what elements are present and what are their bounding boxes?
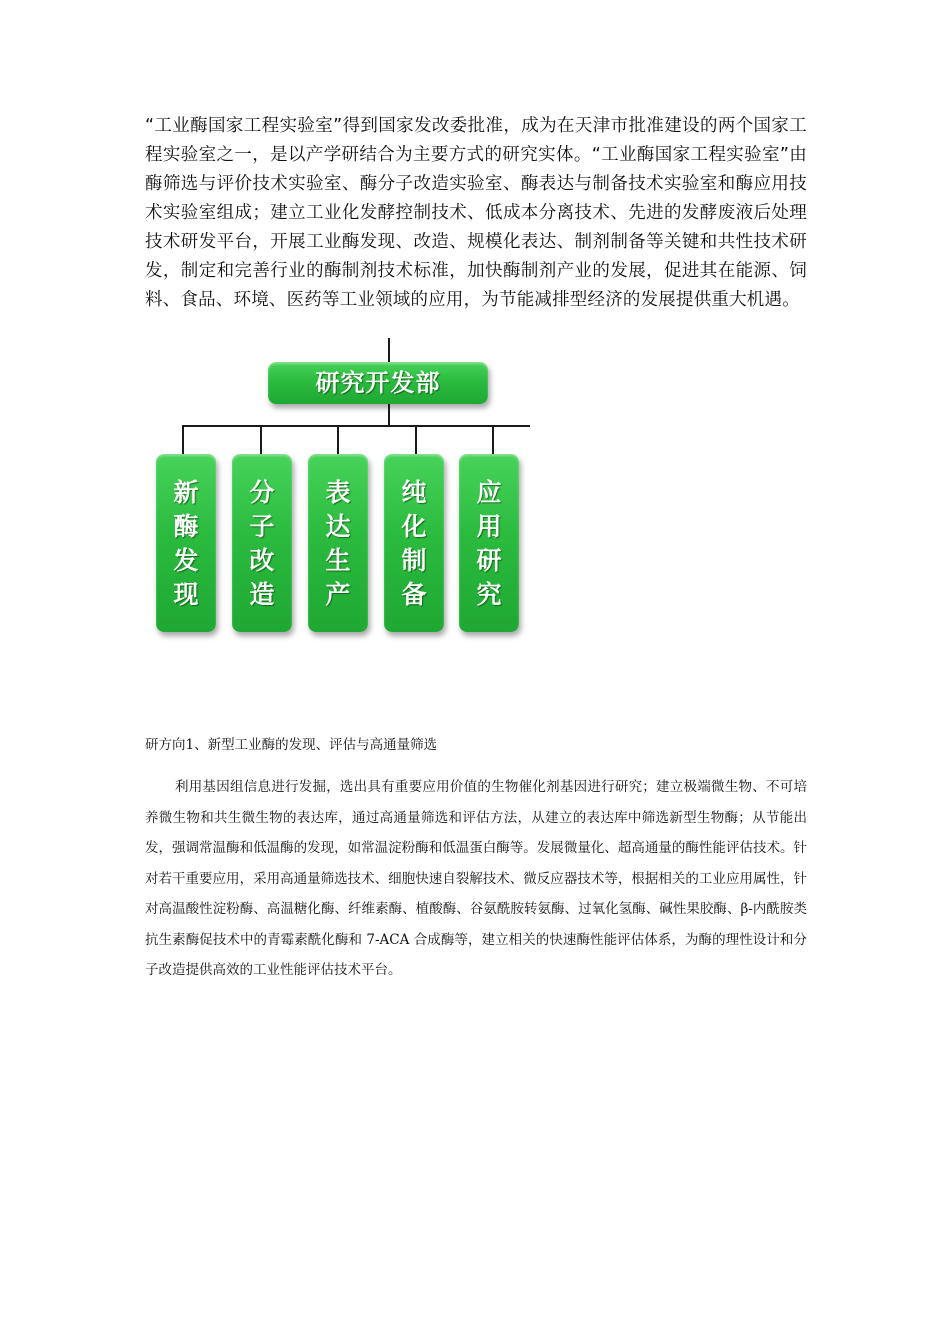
branch-char: 备 (401, 580, 427, 609)
branch-char: 究 (476, 580, 502, 609)
branch-char: 化 (401, 512, 427, 541)
org-connector-top (388, 338, 390, 364)
org-connector-drop-3 (337, 425, 339, 455)
section-heading: 研方向1、新型工业酶的发现、评估与高通量筛选 (145, 737, 438, 753)
branch-char: 分 (249, 478, 275, 507)
branch-char: 现 (173, 580, 199, 609)
org-connector-drop-4 (415, 425, 417, 455)
org-connector-drop-5 (492, 425, 494, 455)
org-chart (150, 338, 530, 648)
branch-char: 新 (173, 478, 199, 507)
org-branch-new-enzyme-discovery (156, 454, 216, 632)
branch-char: 应 (476, 478, 502, 507)
branch-char: 酶 (173, 512, 199, 541)
branch-char: 发 (173, 546, 199, 575)
branch-char: 造 (249, 580, 275, 609)
branch-char: 研 (476, 546, 502, 575)
branch-char: 达 (325, 512, 351, 541)
org-branch-application-research (459, 454, 519, 632)
org-branch-molecular-modification (232, 454, 292, 632)
org-connector-drop-1 (182, 425, 184, 455)
org-connector-root-down (388, 404, 390, 426)
intro-paragraph: “工业酶国家工程实验室”得到国家发改委批准，成为在天津市批准建设的两个国家工程实验室之一，是以产学研结合为主要方式的研究实体。“工业酶国家工程实验室”由酶筛选与评价技术实验室、酶分子改造实验室、酶表达与制备技术实验室和酶应用技术实验室组成；建立工业化发酵控制技术、低成本分离技术、先进的发酵废液后处理技术研发平台，开展工业酶发现、改造、规模化表达、制剂制备等关键和共性技术研发，制定和完善行业的酶制剂技术标准，加快酶制剂产业的发展，促进其在能源、饲料、食品、环境、医药等工业领域的应用，为节能减排型经济的发展提供重大机遇。 (145, 116, 807, 310)
branch-char: 纯 (401, 478, 427, 507)
branch-char: 改 (249, 546, 275, 575)
org-root-box: 研究开发部 (268, 362, 488, 404)
org-branch-expression-production (308, 454, 368, 632)
branch-char: 生 (325, 546, 351, 575)
branch-char: 制 (401, 546, 427, 575)
org-branch-purification-preparation (384, 454, 444, 632)
section-body: 利用基因组信息进行发掘，选出具有重要应用价值的生物催化剂基因进行研究；建立极端微生物、不可培养微生物和共生微生物的表达库，通过高通量筛选和评估方法，从建立的表达库中筛选新型生物酶；从节能出发，强调常温酶和低温酶的发现，如常温淀粉酶和低温蛋白酶等。发展微量化、超高通量的酶性能评估技术。针对若干重要应用，采用高通量筛选技术、细胞快速自裂解技术、微反应器技术等，根据相关的工业应用属性，针对高温酸性淀粉酶、高温糖化酶、纤维素酶、植酸酶、谷氨酰胺转氨酶、过氧化氢酶、碱性果胶酶、β-内酰胺类抗生素酶促技术中的青霉素酰化酶和 7-ACA 合成酶等，建立相关的快速酶性能评估体系，为酶的理性设计和分子改造提供高效的工业性能评估技术平台。 (145, 779, 807, 978)
org-connector-horizontal (182, 425, 530, 427)
branch-char: 产 (325, 580, 351, 609)
org-connector-drop-2 (260, 425, 262, 455)
branch-char: 子 (249, 512, 275, 541)
branch-char: 表 (325, 478, 351, 507)
branch-char: 用 (476, 512, 502, 541)
